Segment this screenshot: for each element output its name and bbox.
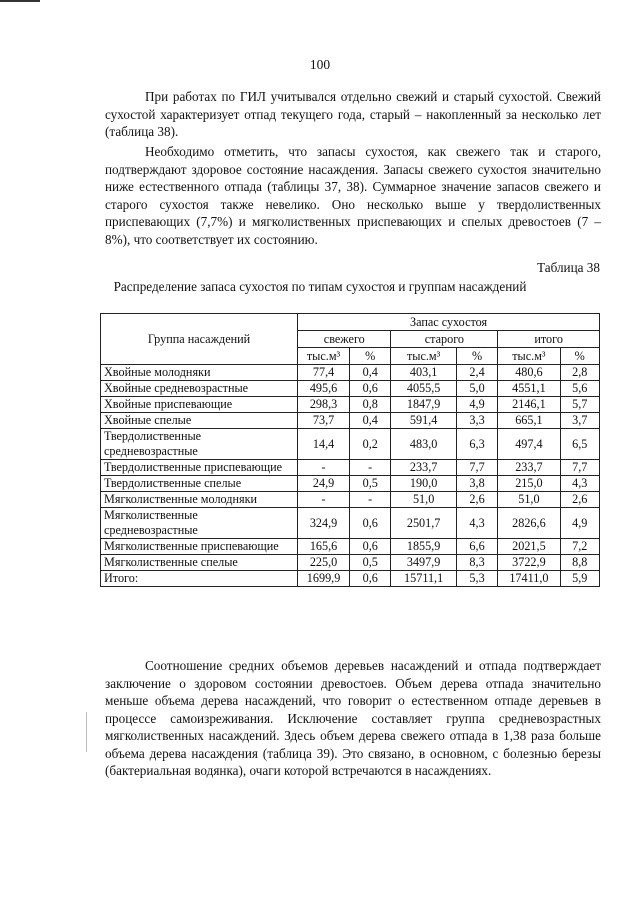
row-group-name: Хвойные средневозрастные [101, 381, 298, 397]
cell-f: 24,9 [298, 476, 350, 492]
cell-tp: 3,7 [560, 413, 599, 429]
cell-o: 51,0 [391, 492, 456, 508]
header-group: Группа насаждений [101, 314, 298, 365]
cell-tp: 5,7 [560, 397, 599, 413]
table-row [101, 571, 600, 587]
cell-op: 4,3 [456, 508, 497, 539]
cell-op: 6,6 [456, 539, 497, 555]
header-unit: тыс.м³ [498, 348, 560, 365]
cell-fp: 0,6 [349, 381, 390, 397]
cell-t: 480,6 [498, 365, 560, 381]
cell-op: 2,6 [456, 492, 497, 508]
cell-fp: - [349, 460, 390, 476]
margin-line [86, 712, 87, 752]
header-percent: % [560, 348, 599, 365]
row-group-name: Твердолиственные средневозрастные [101, 429, 298, 460]
cell-op: 2,4 [456, 365, 497, 381]
cell-tp: 2,8 [560, 365, 599, 381]
cell-o: 15711,1 [391, 571, 456, 587]
cell-o: 4055,5 [391, 381, 456, 397]
header-unit: тыс.м³ [391, 348, 456, 365]
cell-t: 215,0 [498, 476, 560, 492]
cell-tp: 4,3 [560, 476, 599, 492]
cell-o: 190,0 [391, 476, 456, 492]
stock-table [100, 313, 600, 587]
cell-t: 17411,0 [498, 571, 560, 587]
cell-tp: 6,5 [560, 429, 599, 460]
scan-edge-line [0, 0, 40, 2]
row-group-name: Хвойные спелые [101, 413, 298, 429]
cell-t: 2021,5 [498, 539, 560, 555]
cell-fp: 0,6 [349, 539, 390, 555]
cell-o: 2501,7 [391, 508, 456, 539]
cell-fp: 0,2 [349, 429, 390, 460]
cell-f: 77,4 [298, 365, 350, 381]
cell-f: 324,9 [298, 508, 350, 539]
cell-fp: 0,4 [349, 365, 390, 381]
row-group-name: Твердолиственные приспевающие [101, 460, 298, 476]
header-percent: % [456, 348, 497, 365]
table-caption-number: Таблица 38 [537, 260, 600, 275]
cell-op: 3,8 [456, 476, 497, 492]
table-row [101, 460, 600, 476]
cell-fp: 0,5 [349, 555, 390, 571]
row-group-name: Мягколиственные приспевающие [101, 539, 298, 555]
cell-tp: 7,7 [560, 460, 599, 476]
cell-f: 225,0 [298, 555, 350, 571]
cell-t: 2146,1 [498, 397, 560, 413]
paragraph-1: При работах по ГИЛ учитывался отдельно свежий и старый сухостой. Свежий сухостой характеризует отпад текущего года, старый – накопленный за несколько лет (таблица 38). [105, 89, 601, 139]
cell-tp: 4,9 [560, 508, 599, 539]
cell-o: 591,4 [391, 413, 456, 429]
cell-t: 2826,6 [498, 508, 560, 539]
cell-op: 5,0 [456, 381, 497, 397]
row-group-name: Итого: [101, 571, 298, 587]
cell-f: - [298, 492, 350, 508]
cell-tp: 8,8 [560, 555, 599, 571]
row-group-name: Хвойные молодняки [101, 365, 298, 381]
cell-f: 73,7 [298, 413, 350, 429]
cell-fp: 0,6 [349, 508, 390, 539]
table-body [101, 365, 600, 587]
header-total: итого [498, 331, 600, 348]
table-title: Распределение запаса сухостоя по типам сухостоя и группам насаждений [113, 279, 527, 294]
cell-fp: 0,5 [349, 476, 390, 492]
cell-f: 14,4 [298, 429, 350, 460]
table-row [101, 365, 600, 381]
paragraph-2: Необходимо отметить, что запасы сухостоя, как свежего так и старого, подтверждают здоровое состояние насаждения. Запасы свежего сухостоя значительно ниже естественного отпада (таблицы 37, 38). Суммарное значение запасов свежего и старого сухостоя также невелико. Оно несколько выше у твердолиственных приспевающих (7,7%) и мягколиственных приспевающих и спелых древостоев (7 – 8%), что соответствует их состоянию. [105, 144, 601, 247]
cell-tp: 5,9 [560, 571, 599, 587]
table-row [101, 397, 600, 413]
row-group-name: Мягколиственные спелые [101, 555, 298, 571]
cell-f: 165,6 [298, 539, 350, 555]
cell-t: 4551,1 [498, 381, 560, 397]
cell-t: 497,4 [498, 429, 560, 460]
cell-fp: 0,4 [349, 413, 390, 429]
table-row [101, 492, 600, 508]
cell-f: - [298, 460, 350, 476]
cell-t: 51,0 [498, 492, 560, 508]
cell-tp: 5,6 [560, 381, 599, 397]
cell-o: 403,1 [391, 365, 456, 381]
cell-op: 3,3 [456, 413, 497, 429]
cell-o: 483,0 [391, 429, 456, 460]
page-number: 100 [309, 57, 331, 72]
header-unit: тыс.м³ [298, 348, 350, 365]
cell-t: 665,1 [498, 413, 560, 429]
cell-f: 1699,9 [298, 571, 350, 587]
header-old: старого [391, 331, 498, 348]
row-group-name: Хвойные приспевающие [101, 397, 298, 413]
cell-f: 495,6 [298, 381, 350, 397]
cell-op: 5,3 [456, 571, 497, 587]
row-group-name: Твердолиственные спелые [101, 476, 298, 492]
table-row [101, 381, 600, 397]
cell-f: 298,3 [298, 397, 350, 413]
row-group-name: Мягколиственные молодняки [101, 492, 298, 508]
cell-o: 1855,9 [391, 539, 456, 555]
cell-t: 233,7 [498, 460, 560, 476]
cell-op: 8,3 [456, 555, 497, 571]
cell-t: 3722,9 [498, 555, 560, 571]
cell-op: 4,9 [456, 397, 497, 413]
header-fresh: свежего [298, 331, 391, 348]
table-row [101, 413, 600, 429]
cell-op: 7,7 [456, 460, 497, 476]
header-percent: % [349, 348, 390, 365]
table-row [101, 476, 600, 492]
paragraph-3: Соотношение средних объемов деревьев насаждений и отпада подтверждает заключение о здоровом состоянии древостоев. Объем дерева отпада значительно меньше объема дерева насаждений, что говорит о естественном отпаде деревьев в процессе самоизреживания. Исключение составляет группа средневозрастных мягколиственных насаждений. Здесь объем дерева свежего отпада в 1,38 раза больше объема дерева насаждения (таблица 39). Это связано, в основном, с болезнью березы (бактериальная водянка), очаги которой встречаются в насаждениях. [105, 658, 601, 778]
table-row [101, 429, 600, 460]
table-row [101, 555, 600, 571]
cell-tp: 2,6 [560, 492, 599, 508]
cell-op: 6,3 [456, 429, 497, 460]
cell-tp: 7,2 [560, 539, 599, 555]
cell-o: 3497,9 [391, 555, 456, 571]
table-row [101, 539, 600, 555]
table-row [101, 508, 600, 539]
cell-fp: 0,6 [349, 571, 390, 587]
cell-fp: 0,8 [349, 397, 390, 413]
header-stock: Запас сухостоя [298, 314, 600, 331]
cell-fp: - [349, 492, 390, 508]
row-group-name: Мягколиственные средневозрастные [101, 508, 298, 539]
cell-o: 1847,9 [391, 397, 456, 413]
cell-o: 233,7 [391, 460, 456, 476]
